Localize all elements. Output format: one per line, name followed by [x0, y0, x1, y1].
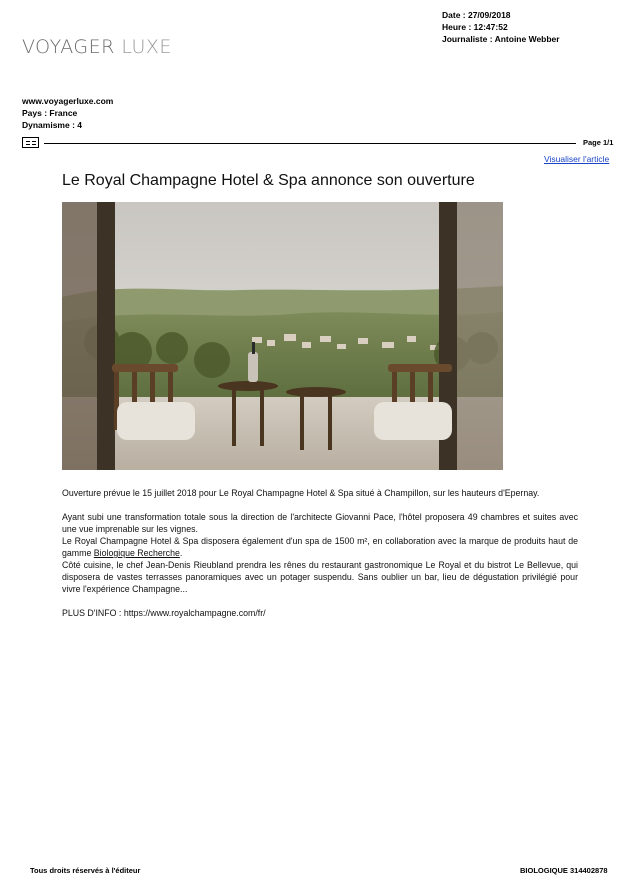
paragraph-4: Côté cuisine, le chef Jean-Denis Rieubland prendra les rênes du restaurant gastronomique Le Royal et du bistrot Le Bellevue, qui disposera de vastes terrasses panoramiques avec un potager suspendu. Sans oublier un bar, lieu de dégustation privilégié pour vivre l'expérience Champagne...	[62, 560, 578, 594]
dynamism-text: Dynamisme : 4	[22, 120, 82, 130]
country-text: Pays : France	[22, 108, 78, 118]
article-body	[62, 487, 578, 631]
logo-part1: VOYAGER	[22, 36, 115, 58]
article-title: Le Royal Champagne Hotel & Spa annonce son ouverture	[62, 172, 475, 189]
page-number: Page 1/1	[583, 138, 614, 147]
logo-part2: LUXE	[121, 36, 172, 58]
document-icon	[22, 137, 39, 148]
more-info	[62, 607, 578, 619]
hotel-terrace-image	[62, 202, 503, 470]
more-info-label: PLUS D'INFO :	[62, 608, 124, 618]
view-article-link[interactable]: Visualiser l'article	[544, 154, 610, 164]
journalist-text: Journaliste : Antoine Webber	[442, 34, 560, 44]
site-text: www.voyagerluxe.com	[22, 96, 114, 106]
meta-left-block	[22, 95, 113, 131]
paragraph-1: Ouverture prévue le 15 juillet 2018 pour Le Royal Champagne Hotel & Spa situé à Champillon, sur les hauteurs d'Epernay.	[62, 488, 540, 498]
more-info-link[interactable]: https://www.royalchampagne.com/fr/	[123, 608, 266, 618]
voyager-luxe-logo	[22, 36, 172, 58]
article-photo	[62, 202, 503, 470]
header-divider	[44, 143, 576, 144]
time-text: Heure : 12:47:52	[442, 22, 508, 32]
paragraph-2: Ayant subi une transformation totale sous la direction de l'architecte Giovanni Pace, l'hôtel proposera 49 chambres et suites avec une vue imprenable sur les vignes.	[62, 512, 578, 534]
brand-name: Biologique Recherche	[93, 548, 180, 558]
footer-rights: Tous droits réservés à l'éditeur	[30, 866, 141, 875]
p3-end: .	[179, 548, 183, 558]
date-text: Date : 27/09/2018	[442, 10, 511, 20]
footer-reference: BIOLOGIQUE 314402878	[520, 866, 608, 875]
p3-text: Le Royal Champagne Hotel & Spa disposera également d'un spa de 1500 m², en collaboration avec la marque de produits haut de gamme	[62, 536, 578, 558]
paragraph-3	[62, 535, 578, 559]
meta-right-block	[442, 9, 560, 45]
